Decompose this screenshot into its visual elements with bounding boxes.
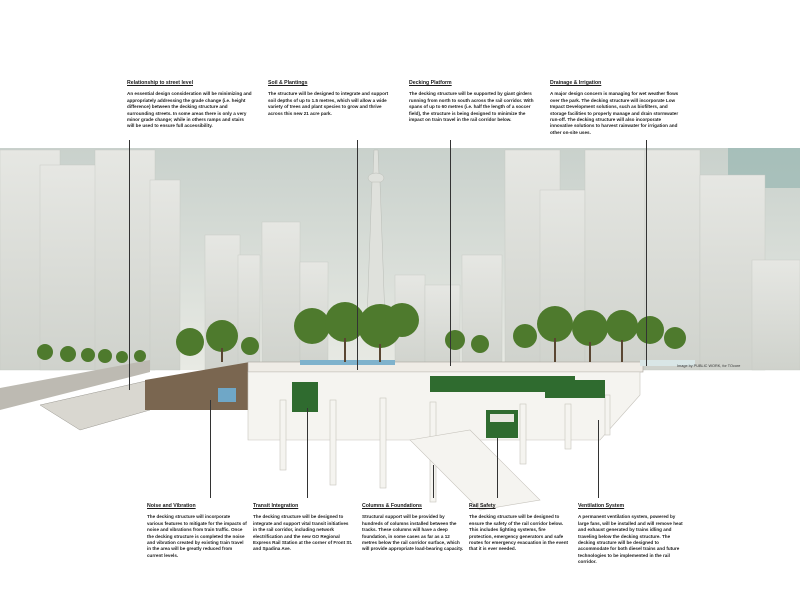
callout-text: A major design concern is managing for wet weather flows over the park. The decking structure will incorporate Low Impact Development solutions, such as biofilters, and storage facilities to properly manage and drain stormwater run-off. The decking structure will also incorporate innovative solutions to harvest rainwater for irrigation and other on-site uses.	[550, 91, 679, 135]
callout-text: Structural support will be provided by hundreds of columns installed between the tracks. These columns will have a deep foundation, in some cases as far as a 12 metres below the rail corridor surface, which will provide appropriate load-bearing capacity.	[362, 514, 464, 552]
callout-ventilation-system	[578, 503, 684, 566]
callout-title: Columns & Foundations	[362, 503, 422, 509]
leader-line-street	[129, 140, 130, 390]
leader-line-columns	[433, 465, 434, 498]
callout-title: Soil & Plantings	[268, 80, 308, 86]
callout-text: The decking structure will be supported by giant girders running from north to south across the rail corridor. With spans of up to 60 metres (i.e. half the length of a soccer field), the structure is being designed to minimize the impact on train travel in the rail corridor below.	[409, 91, 534, 123]
callout-decking-platform	[409, 80, 534, 123]
callout-text: The decking structure will be designed to ensure the safety of the rail corridor below. This includes lighting systems, fire protection, emergency generators and safe routes for emergency evacuation in the event that it is ever needed.	[469, 514, 569, 552]
image-credit: Image by PUBLIC WORK, for TOcore	[677, 364, 741, 368]
callout-title: Decking Platform	[409, 80, 452, 86]
callout-title: Transit Integration	[253, 503, 299, 509]
callout-text: An essential design consideration will be minimizing and appropriately addressing the grade change (i.e. height difference) between the decking structure and surrounding streets. In some areas there is only a very minor grade change; while in others ramps and stairs will be used to ensure full accessibility.	[127, 91, 252, 129]
callout-text: A permanent ventilation system, powered by large fans, will be installed and will remove heat and exhaust generated by trains idling and traveling below the decking structure. The decking structure will be designed to accommodate for both diesel trains and future technologies to be implemented in the rail corridor.	[578, 514, 683, 565]
leader-line-soil	[357, 140, 358, 370]
callout-columns-foundations	[362, 503, 464, 553]
callout-title: Drainage & Irrigation	[550, 80, 602, 86]
leader-line-decking	[450, 140, 451, 366]
callout-noise-vibration	[147, 503, 247, 559]
water-feature	[218, 388, 236, 402]
callout-title: Ventilation System	[578, 503, 625, 509]
leader-line-noise	[210, 400, 211, 498]
callout-title: Relationship to street level	[127, 80, 194, 86]
callout-drainage-irrigation	[550, 80, 680, 136]
callout-rail-safety	[469, 503, 569, 553]
leader-line-ventilation	[598, 420, 599, 498]
callout-text: The decking structure will incorporate various features to mitigate for the impacts of noise and vibrations from train traffic. Once the decking structure is completed the noise and vibration created by existing train travel in the area will be greatly reduced from current levels.	[147, 514, 247, 558]
callout-relationship-to-street	[127, 80, 252, 130]
leader-line-transit	[307, 408, 308, 498]
leader-line-drainage	[646, 140, 647, 366]
callout-title: Rail Safety	[469, 503, 496, 509]
callout-text: The structure will be designed to integrate and support soil depths of up to 1.5 metres, which will allow a wide variety of trees and plant species to grow and thrive across this new 21 acre park.	[268, 91, 389, 116]
callout-title: Noise and Vibration	[147, 503, 196, 509]
callout-text: The decking structure will be designed to integrate and support vital transit initiatives in the rail corridor, including network electrification and the new GO Regional Express Rail Station at the corner of Front St. and Spadina Ave.	[253, 514, 353, 552]
callout-transit-integration	[253, 503, 353, 553]
callout-soil-plantings	[268, 80, 393, 117]
leader-line-safety	[497, 438, 498, 498]
